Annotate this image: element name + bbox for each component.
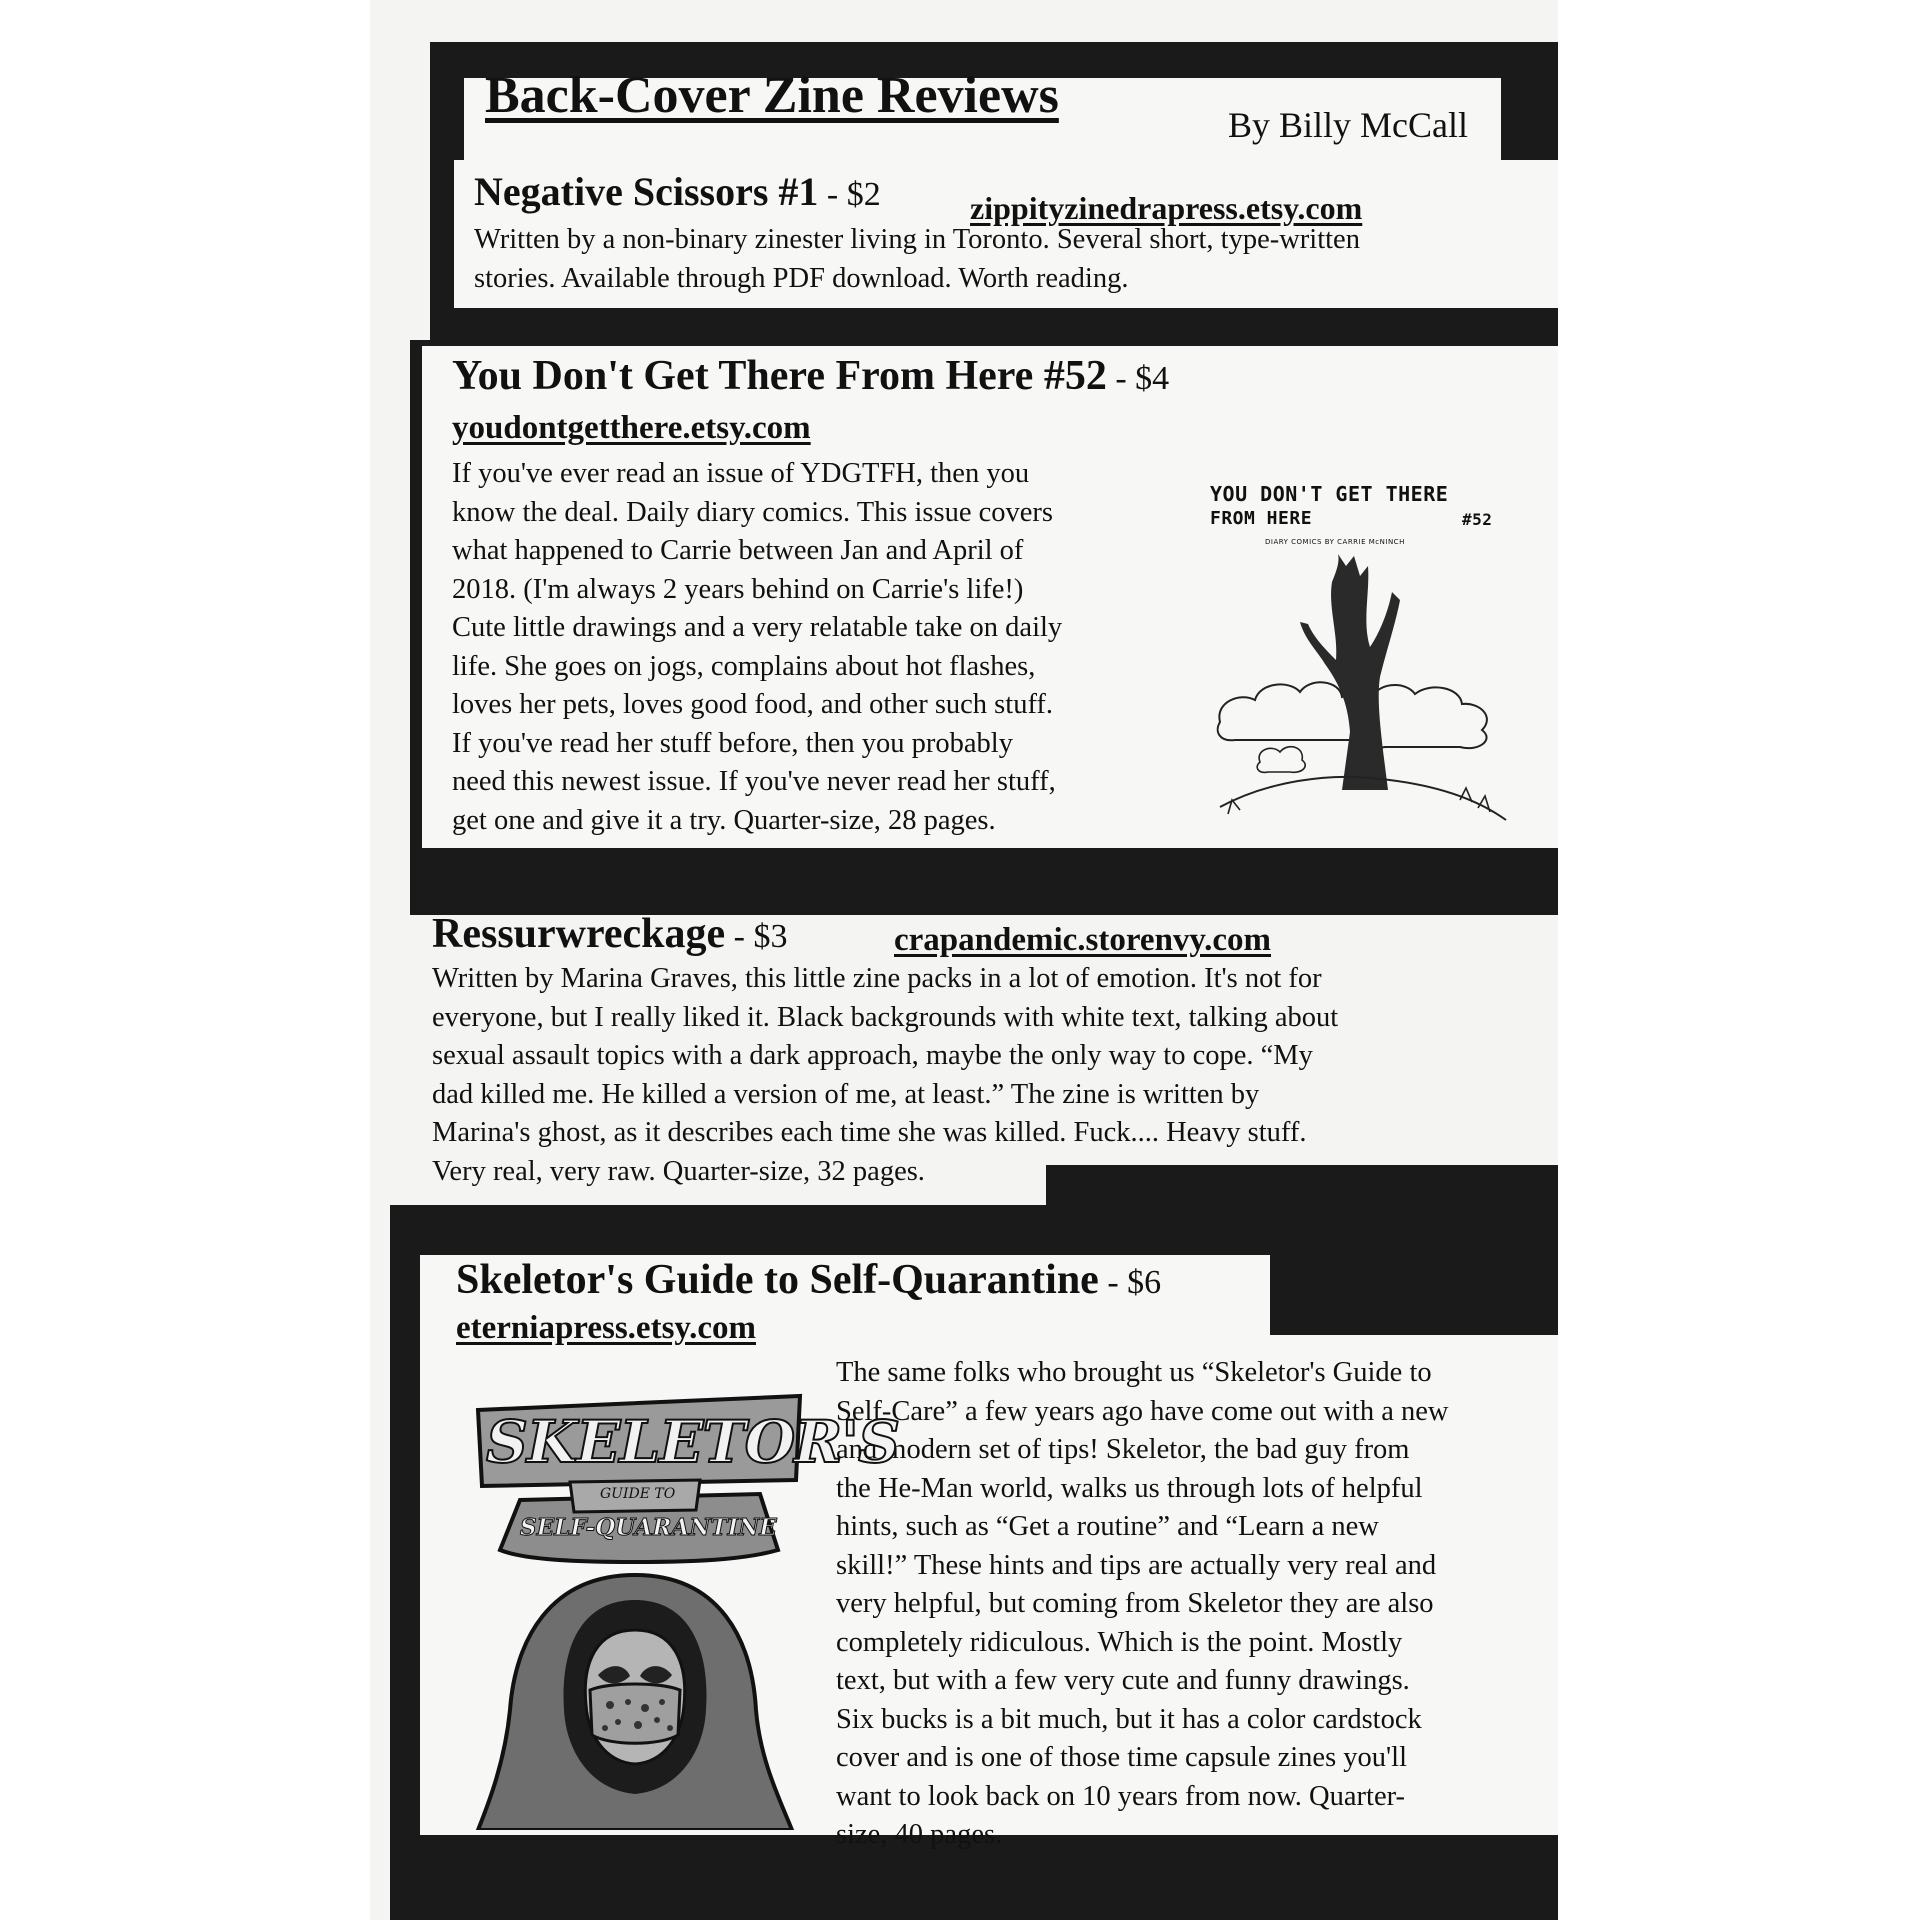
cover-number: #52	[1462, 510, 1493, 529]
review-price: - $4	[1106, 360, 1170, 397]
review-price: - $6	[1098, 1264, 1162, 1301]
review-price: - $3	[725, 918, 788, 955]
review-body: The same folks who brought us “Skeletor's Guide to Self-Care” a few years ago have come out with a new and modern set of tips! Skeletor, the bad guy from the He-Man world, walks us through lots of helpful hints, such as “Get a routine” and “Learn a new skill!” These hints and tips are actually very real and very helpful, but coming from Skeletor they are also completely ridiculous. Which is the point. Mostly text, but with a few very cute and funny drawings. Six bucks is a bit much, but it has a color cardstock cover and is one of those time capsule zines you'll want to look back on 10 years from now. Quarter- size, 40 pages.	[836, 1357, 1449, 1850]
cover-word-2: GUIDE TO	[600, 1486, 676, 1502]
review-4-right-corner	[1270, 1255, 1558, 1335]
zine-cover-ydgtfh	[1210, 476, 1510, 836]
cover-word-1: SKELETOR'S	[486, 1408, 900, 1476]
review-body: If you've ever read an issue of YDGTFH, then you know the deal. Daily diary comics. This issue covers what happened to Carrie between Jan and April of 2018. (I'm always 2 years behind on Carrie's life!) Cute little drawings and a very relatable take on daily life. She goes on jogs, complains about hot flashes, loves her pets, loves good food, and other such stuff. If you've read her stuff before, then you probably need this newest issue. If you've never read her stuff, get one and give it a try. Quarter-size, 28 pages.	[452, 458, 1063, 836]
tree-illustration	[1210, 552, 1510, 842]
review-url[interactable]: eterniapress.etsy.com	[456, 1310, 756, 1346]
byline: By Billy McCall	[1228, 105, 1469, 145]
page-title: Back-Cover Zine Reviews	[485, 67, 1059, 124]
review-title: Ressurwreckage	[432, 911, 726, 957]
review-url[interactable]: zippityzinedrapress.etsy.com	[970, 190, 1363, 226]
review-url[interactable]: youdontgetthere.etsy.com	[452, 410, 811, 446]
zine-cover-skeletor	[460, 1390, 900, 1830]
review-body: Written by a non-binary zinester living in Toronto. Several short, type-written stories. Available through PDF download. Worth reading.	[474, 224, 1360, 294]
cover-subtitle: DIARY COMICS BY CARRIE McNINCH	[1265, 538, 1405, 546]
cover-title-line-2: FROM HERE	[1210, 508, 1313, 529]
review-url[interactable]: crapandemic.storenvy.com	[894, 922, 1272, 958]
review-title: You Don't Get There From Here #52	[452, 353, 1107, 399]
zine-page	[370, 0, 1558, 1920]
review-title: Negative Scissors #1	[474, 169, 819, 214]
cover-word-3: SELF-QUARANTINE	[520, 1514, 777, 1541]
review-title: Skeletor's Guide to Self-Quarantine	[456, 1257, 1099, 1303]
review-price: - $2	[818, 176, 881, 213]
cover-title-line-1: YOU DON'T GET THERE	[1210, 482, 1449, 506]
review-body: Written by Marina Graves, this little zine packs in a lot of emotion. It's not for everyone, but I really liked it. Black backgrounds with white text, talking about sexual assault topics with a dark approach, maybe the only way to cope. “My dad killed me. He killed a version of me, at least.” The zine is written by Marina's ghost, as it describes each time she was killed. Fuck.... Heavy stuff. Very real, very raw. Quarter-size, 32 pages.	[432, 963, 1339, 1187]
